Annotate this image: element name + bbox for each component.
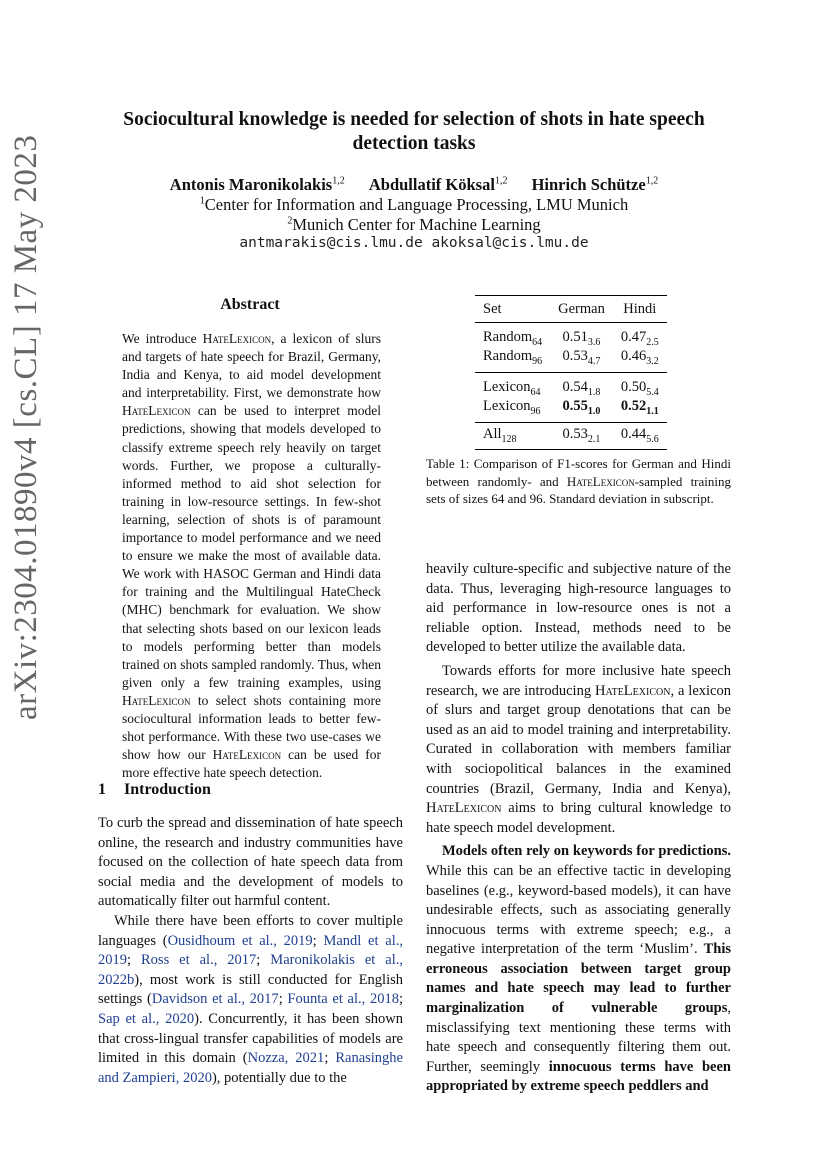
table-row: Random$_{96}$ $0.53_{4.7}$ $0.46_{3.2}$ bbox=[483, 347, 659, 367]
intro-paragraph-4: Towards efforts for more inclusive hate speech research, we are introducing HateLexicon, a lexicon of slurs and target group denotations that can be used as an aid to model training and interpretability. Curated in collaboration with members familiar with sociopolitical balances in the examined countries (Brazil, Germany, India and Kenya), HateLexicon aims to bring cultural knowledge to hate speech model development. bbox=[426, 662, 731, 836]
intro-paragraph-3: heavily culture-specific and subjective nature of the data. Thus, leveraging high-resource languages to aid performance in low-resource ones is not a reliable option. Instead, methods need to be developed to better utilize the available data. bbox=[426, 561, 731, 656]
affiliation-1: $^1$Center for Information and Language Processing, LMU Munich bbox=[199, 195, 629, 214]
arxiv-identifier: arXiv:2304.01890v4 [cs.CL] 17 May 2023 bbox=[8, 134, 44, 720]
table-header: German bbox=[550, 296, 613, 323]
table-row: Random$_{64}$ $0.51_{3.6}$ $0.47_{2.5}$ bbox=[475, 323, 667, 348]
paper-title: Sociocultural knowledge is needed for selection of shots in hate speech detection tasks bbox=[123, 109, 705, 154]
table-row: Lexicon$_{64}$ $0.54_{1.8}$ $0.50_{5.4}$ bbox=[475, 372, 667, 397]
citation-link[interactable]: Mandl et al., 2019 bbox=[98, 932, 403, 969]
citation-link[interactable]: Ousidhoum et al., 2019 bbox=[167, 932, 313, 949]
affiliation-2: $^2$Munich Center for Machine Learning bbox=[287, 215, 541, 234]
table-caption: Table 1: Comparison of F1-scores for German and Hindi between randomly- and HateLexicon-sampled training sets of sizes 64 and 96. Standard deviation in subscript. bbox=[426, 456, 732, 506]
table-row: All$_{128}$ $0.53_{2.1}$ $0.44_{5.6}$ bbox=[475, 422, 667, 449]
table-header: Hindi bbox=[613, 296, 667, 323]
intro-paragraph-5: Models often rely on keywords for predictions. While this can be an effective tactic in developing baselines (e.g., keyword-based models), it can have undesirable effects, such as associating generally innocuous terms with extreme speech; e.g., a negative interpretation of the term ‘Muslim’. This erroneous association between target group names and hate speech may lead to further marginalization of vulnerable groups, misclassifying text mentioning these terms with hate speech and consequently filtering them out. Further, seemingly innocuous terms have been appropriated by extreme speech peddlers and bbox=[426, 843, 731, 1095]
citation-link[interactable]: Maronikolakis et al., 2022b bbox=[98, 952, 403, 988]
author-emails: antmarakis@cis.lmu.de akoksal@cis.lmu.de bbox=[239, 235, 589, 251]
citation-link[interactable]: Nozza, 2021 bbox=[247, 1050, 325, 1067]
intro-column-left bbox=[98, 814, 403, 1088]
intro-paragraph-2: While there have been efforts to cover multiple languages (Ousidhoum et al., 2019; Mandl et al., 2019; Ross et al., 2017; Maronikolakis et al., 2022b), most work is still conducted for English settings (Davidson et al., 2017; Founta et al., 2018; Sap et al., 2020). Concurrently, it has been shown that cross-lingual transfer capabilities of models are limited in this domain (Nozza, 2021; Ranasinghe and Zampieri, 2020), potentially due to the bbox=[98, 912, 403, 1086]
author-2: Abdullatif Köksal$^{1,2}$ bbox=[368, 175, 508, 194]
intro-column-right bbox=[426, 560, 731, 1097]
author-3: Hinrich Schütze$^{1,2}$ bbox=[531, 175, 659, 194]
results-table bbox=[475, 295, 667, 450]
intro-paragraph-1: To curb the spread and dissemination of hate speech online, the research and industry communities have focused on the collection of hate speech data from social media and the development of models to automatically filter out harmful content. bbox=[98, 815, 403, 910]
citation-link[interactable]: Ross et al., 2017 bbox=[141, 952, 257, 969]
author-1: Antonis Maronikolakis$^{1,2}$ bbox=[169, 175, 345, 194]
table-row: Lexicon$_{96}$ $0.55_{1.0}$ $0.52_{1.1}$ bbox=[483, 397, 659, 417]
abstract-text: We introduce HateLexicon, a lexicon of slurs and targets of hate speech for Brazil, Germany, India and Kenya, to aid model development and interpretability. First, we demonstrate how HateLexicon can be used to interpret model predictions, showing that models developed to classify extreme speech rely heavily on target words. Further, we propose a culturally-informed method to aid shot selection for training in low-resource settings. In few-shot learning, selection of shots is of paramount importance to model performance and we need to ensure we make the most of available data. We work with HASOC German and Hindi data for training and the Multilingual HateCheck (MHC) benchmark for evaluation. We show that selecting shots based on our lexicon leads to models performing better than models trained on shots sampled randomly. Thus, when given only a few training examples, using HateLexicon to select shots containing more sociocultural information leads to better few-shot performance. With these two use-cases we show how our HateLexicon can be used for more effective hate speech detection. bbox=[122, 331, 381, 781]
table-header-row bbox=[475, 296, 667, 323]
citation-link[interactable]: Founta et al., 2018 bbox=[287, 991, 399, 1008]
citation-link[interactable]: Davidson et al., 2017 bbox=[151, 991, 279, 1008]
citation-link[interactable]: Sap et al., 2020 bbox=[98, 1010, 195, 1027]
citation-link[interactable]: Ranasinghe and Zampieri, 2020 bbox=[98, 1050, 403, 1086]
author-list bbox=[100, 175, 728, 195]
table-header: Set bbox=[475, 296, 550, 323]
abstract-heading: Abstract bbox=[220, 296, 280, 313]
section-heading-introduction: 1 Introduction bbox=[98, 781, 211, 798]
